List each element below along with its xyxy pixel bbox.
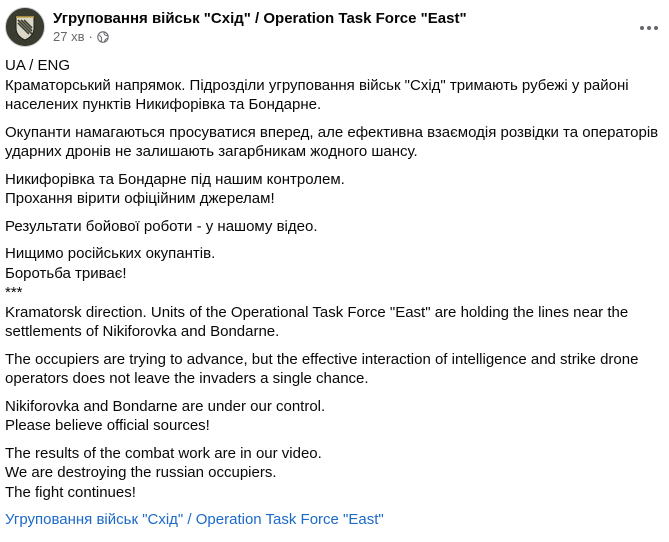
post-paragraph xyxy=(5,56,660,115)
more-horizontal-icon xyxy=(639,25,659,31)
post-text-line: Please believe official sources! xyxy=(5,417,210,434)
post-text-line: The occupiers are trying to advance, but the effective interaction of intelligence and strike drone xyxy=(5,350,639,368)
post-text-line: The results of the combat work are in our video. xyxy=(5,444,322,462)
post-paragraph xyxy=(5,244,660,342)
page-link[interactable]: Угруповання військ "Схід" / Operation Task Force "East" xyxy=(5,511,384,528)
post-text-line: The fight continues! xyxy=(5,483,136,501)
post-text-line: We are destroying the russian occupiers. xyxy=(5,464,277,481)
post-text-line: населених пунктів Никифорівка та Бондарне. xyxy=(5,96,322,113)
post-text-line: Результати бойової роботи - у нашому відео. xyxy=(5,217,318,235)
post-paragraph xyxy=(5,217,660,237)
post-text-line: Окупанти намагаються просуватися вперед, але ефективна взаємодія розвідки та операторів xyxy=(5,123,659,141)
post-paragraph xyxy=(5,397,660,436)
globe-icon[interactable] xyxy=(97,31,109,43)
post-text-line: Nikiforovka and Bondarne are under our control. xyxy=(5,397,326,415)
post-text-line: Краматорський напрямок. Підрозділи угруповання військ "Схід" тримають рубежі у районі xyxy=(5,76,629,94)
page-avatar[interactable] xyxy=(5,7,45,47)
post-text-line: *** xyxy=(5,284,23,301)
post-text-line: settlements of Nikiforovka and Bondarne. xyxy=(5,323,280,340)
post-text-line: operators does not leave the invaders a single chance. xyxy=(5,370,369,387)
post-text-line: Нищимо російських окупантів. xyxy=(5,245,216,262)
post-body xyxy=(5,56,660,538)
post-text-line: Прохання вірити офіційним джерелам! xyxy=(5,190,275,207)
post-paragraph xyxy=(5,123,660,162)
post-text-line: Боротьба триває! xyxy=(5,264,127,282)
post-header xyxy=(5,4,665,50)
post-timestamp[interactable]: 27 хв xyxy=(53,29,85,44)
meta-separator: · xyxy=(88,29,93,44)
post-text-line: ударних дронів не залишають загарбникам жодного шансу. xyxy=(5,143,418,160)
post-meta xyxy=(53,29,109,45)
military-emblem-icon xyxy=(6,8,44,46)
post-text-line: Никифорівка та Бондарне під нашим контролем. xyxy=(5,170,345,188)
post-text-line: UA / ENG xyxy=(5,57,71,74)
page-author-name[interactable]: Угруповання військ "Схід" / Operation Task Force "East" xyxy=(53,10,467,27)
post-paragraph xyxy=(5,350,660,389)
post-text-line: Kramatorsk direction. Units of the Operational Task Force "East" are holding the lines near the xyxy=(5,303,629,321)
post-paragraph xyxy=(5,444,660,503)
more-options-button[interactable] xyxy=(635,14,663,42)
post-paragraph xyxy=(5,170,660,209)
